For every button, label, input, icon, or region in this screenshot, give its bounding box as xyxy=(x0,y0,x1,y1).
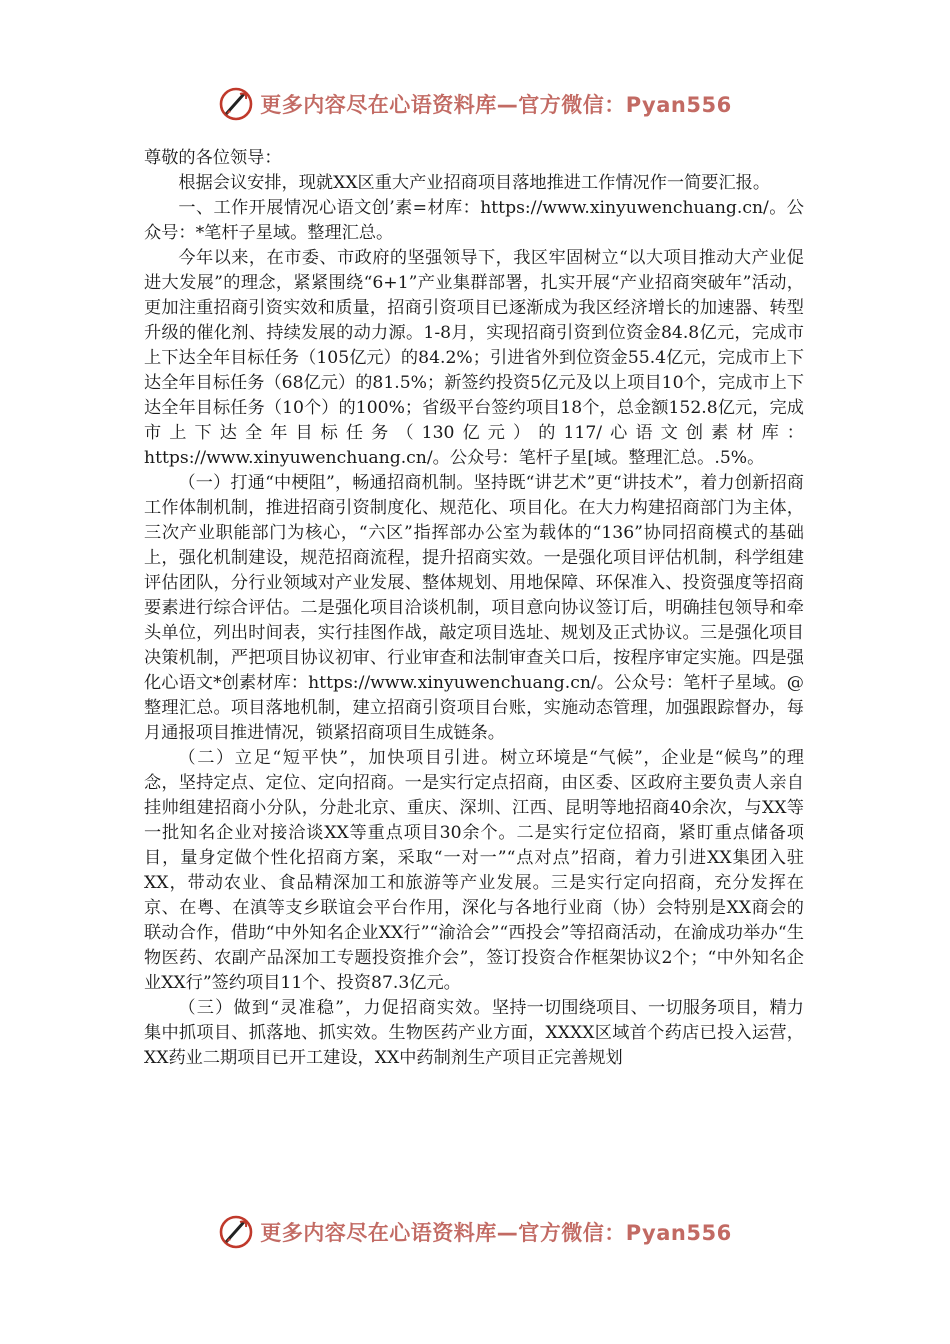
header-banner xyxy=(0,84,950,124)
pen-logo-icon xyxy=(218,1214,254,1250)
banner-text: 更多内容尽在心语资料库—官方微信：Pyan556 xyxy=(260,1221,732,1245)
paragraph-3-body: 坚持一切围绕项目、一切服务项目，精力集中抓项目、抓落地、抓实效。生物医药产业方面，XXXX区域首个药店已投入运营，XX药业二期项目已开工建设，XX中药制剂生产项目正完善规划 xyxy=(144,998,804,1068)
banner-text: 更多内容尽在心语资料库—官方微信：Pyan556 xyxy=(260,93,732,117)
paragraph-effectiveness xyxy=(144,996,804,1071)
paragraph-mechanism: （一）打通“中梗阻”，畅通招商机制。坚持既“讲艺术”更“讲技术”，着力创新招商工作体制机制，推进招商引资制度化、规范化、项目化。在大力构建招商部门为主体，三次产业职能部门为核心，“六区”指挥部办公室为载体的“136”协同招商模式的基础上，强化机制建设，规范招商流程，提升招商实效。一是强化项目评估机制，科学组建评估团队，分行业领域对产业发展、整体规划、用地保障、环保准入、投资强度等招商要素进行综合评估。二是强化项目洽谈机制，项目意向协议签订后，明确挂包领导和牵头单位，列出时间表，实行挂图作战，敲定项目选址、规划及正式协议。三是强化项目决策机制，严把项目协议初审、行业审查和法制审查关口后，按程序审定实施。四是强化心语文*创素材库：https://www.xinyuwenchuang.cn/。公众号：笔杆子星域。@整理汇总。项目落地机制，建立招商引资项目台账，实施动态管理，加强跟踪督办，每月通报项目推进情况，锁紧招商项目生成链条。 xyxy=(144,473,804,743)
footer-banner xyxy=(0,1212,950,1252)
paragraph-overview: 今年以来，在市委、市政府的坚强领导下，我区牢固树立“以大项目推动大产业促进大发展”的理念，紧紧围绕“6+1”产业集群部署，扎实开展“产业招商突破年”活动，更加注重招商引资实效和质量，招商引资项目已逐渐成为我区经济增长的加速器、转型升级的催化剂、持续发展的动力源。1-8月，实现招商引资到位资金84.8亿元，完成市上下达全年目标任务（105亿元）的84.2%；引进省外到位资金55.4亿元，完成市上下达全年目标任务（68亿元）的81.5%；新签约投资5亿元及以上项目10个，完成市上下达全年目标任务（10个）的100%；省级平台签约项目18个，总金额152.8亿元，完成市上下达全年目标任务（130亿元）的117/心语文创素材库：https://www.xinyuwenchuang.cn/。公众号：笔杆子星[域。整理汇总。.5%。 xyxy=(144,248,804,468)
paragraph-2-body: 树立环境是“气候”，企业是“候鸟”的理念，坚持定点、定位、定向招商。一是实行定点招商，由区委、区政府主要负责人亲自挂帅组建招商小分队，分赴北京、重庆、深圳、江西、昆明等地招商40余次，与XX等一批知名企业对接洽谈XX等重点项目30余个。二是实行定位招商，紧盯重点储备项目，量身定做个性化招商方案，采取“一对一”“点对点”招商，着力引进XX集团入驻XX，带动农业、食品精深加工和旅游等产业发展。三是实行定向招商，充分发挥在京、在粤、在滇等支乡联谊会平台作用，深化与各地行业商（协）会特别是XX商会的联动合作，借助“中外知名企业XX行”“渝洽会”“西投会”等招商活动，在渝成功举办“生物医药、农副产品深加工专题投资推介会”，签订投资合作框架协议2个；“中外知名企业XX行”签约项目11个、投资87.3亿元。 xyxy=(144,748,804,993)
section-heading-1: 一、工作开展情况心语文创’素=材库：https://www.xinyuwenchuang.cn/。公众号：*笔杆子星域。整理汇总。 xyxy=(144,198,804,243)
subheading-3: （三）做到“灵准稳”，力促招商实效。 xyxy=(178,998,492,1018)
document-body xyxy=(144,146,804,1071)
salutation: 尊敬的各位领导： xyxy=(144,148,282,168)
pen-logo-icon xyxy=(218,86,254,122)
subheading-2: （二）立足“短平快”，加快项目引进。 xyxy=(178,748,500,768)
paragraph-introduction-projects xyxy=(144,746,804,996)
paragraph-intro: 根据会议安排，现就XX区重大产业招商项目落地推进工作情况作一简要汇报。 xyxy=(178,173,771,193)
